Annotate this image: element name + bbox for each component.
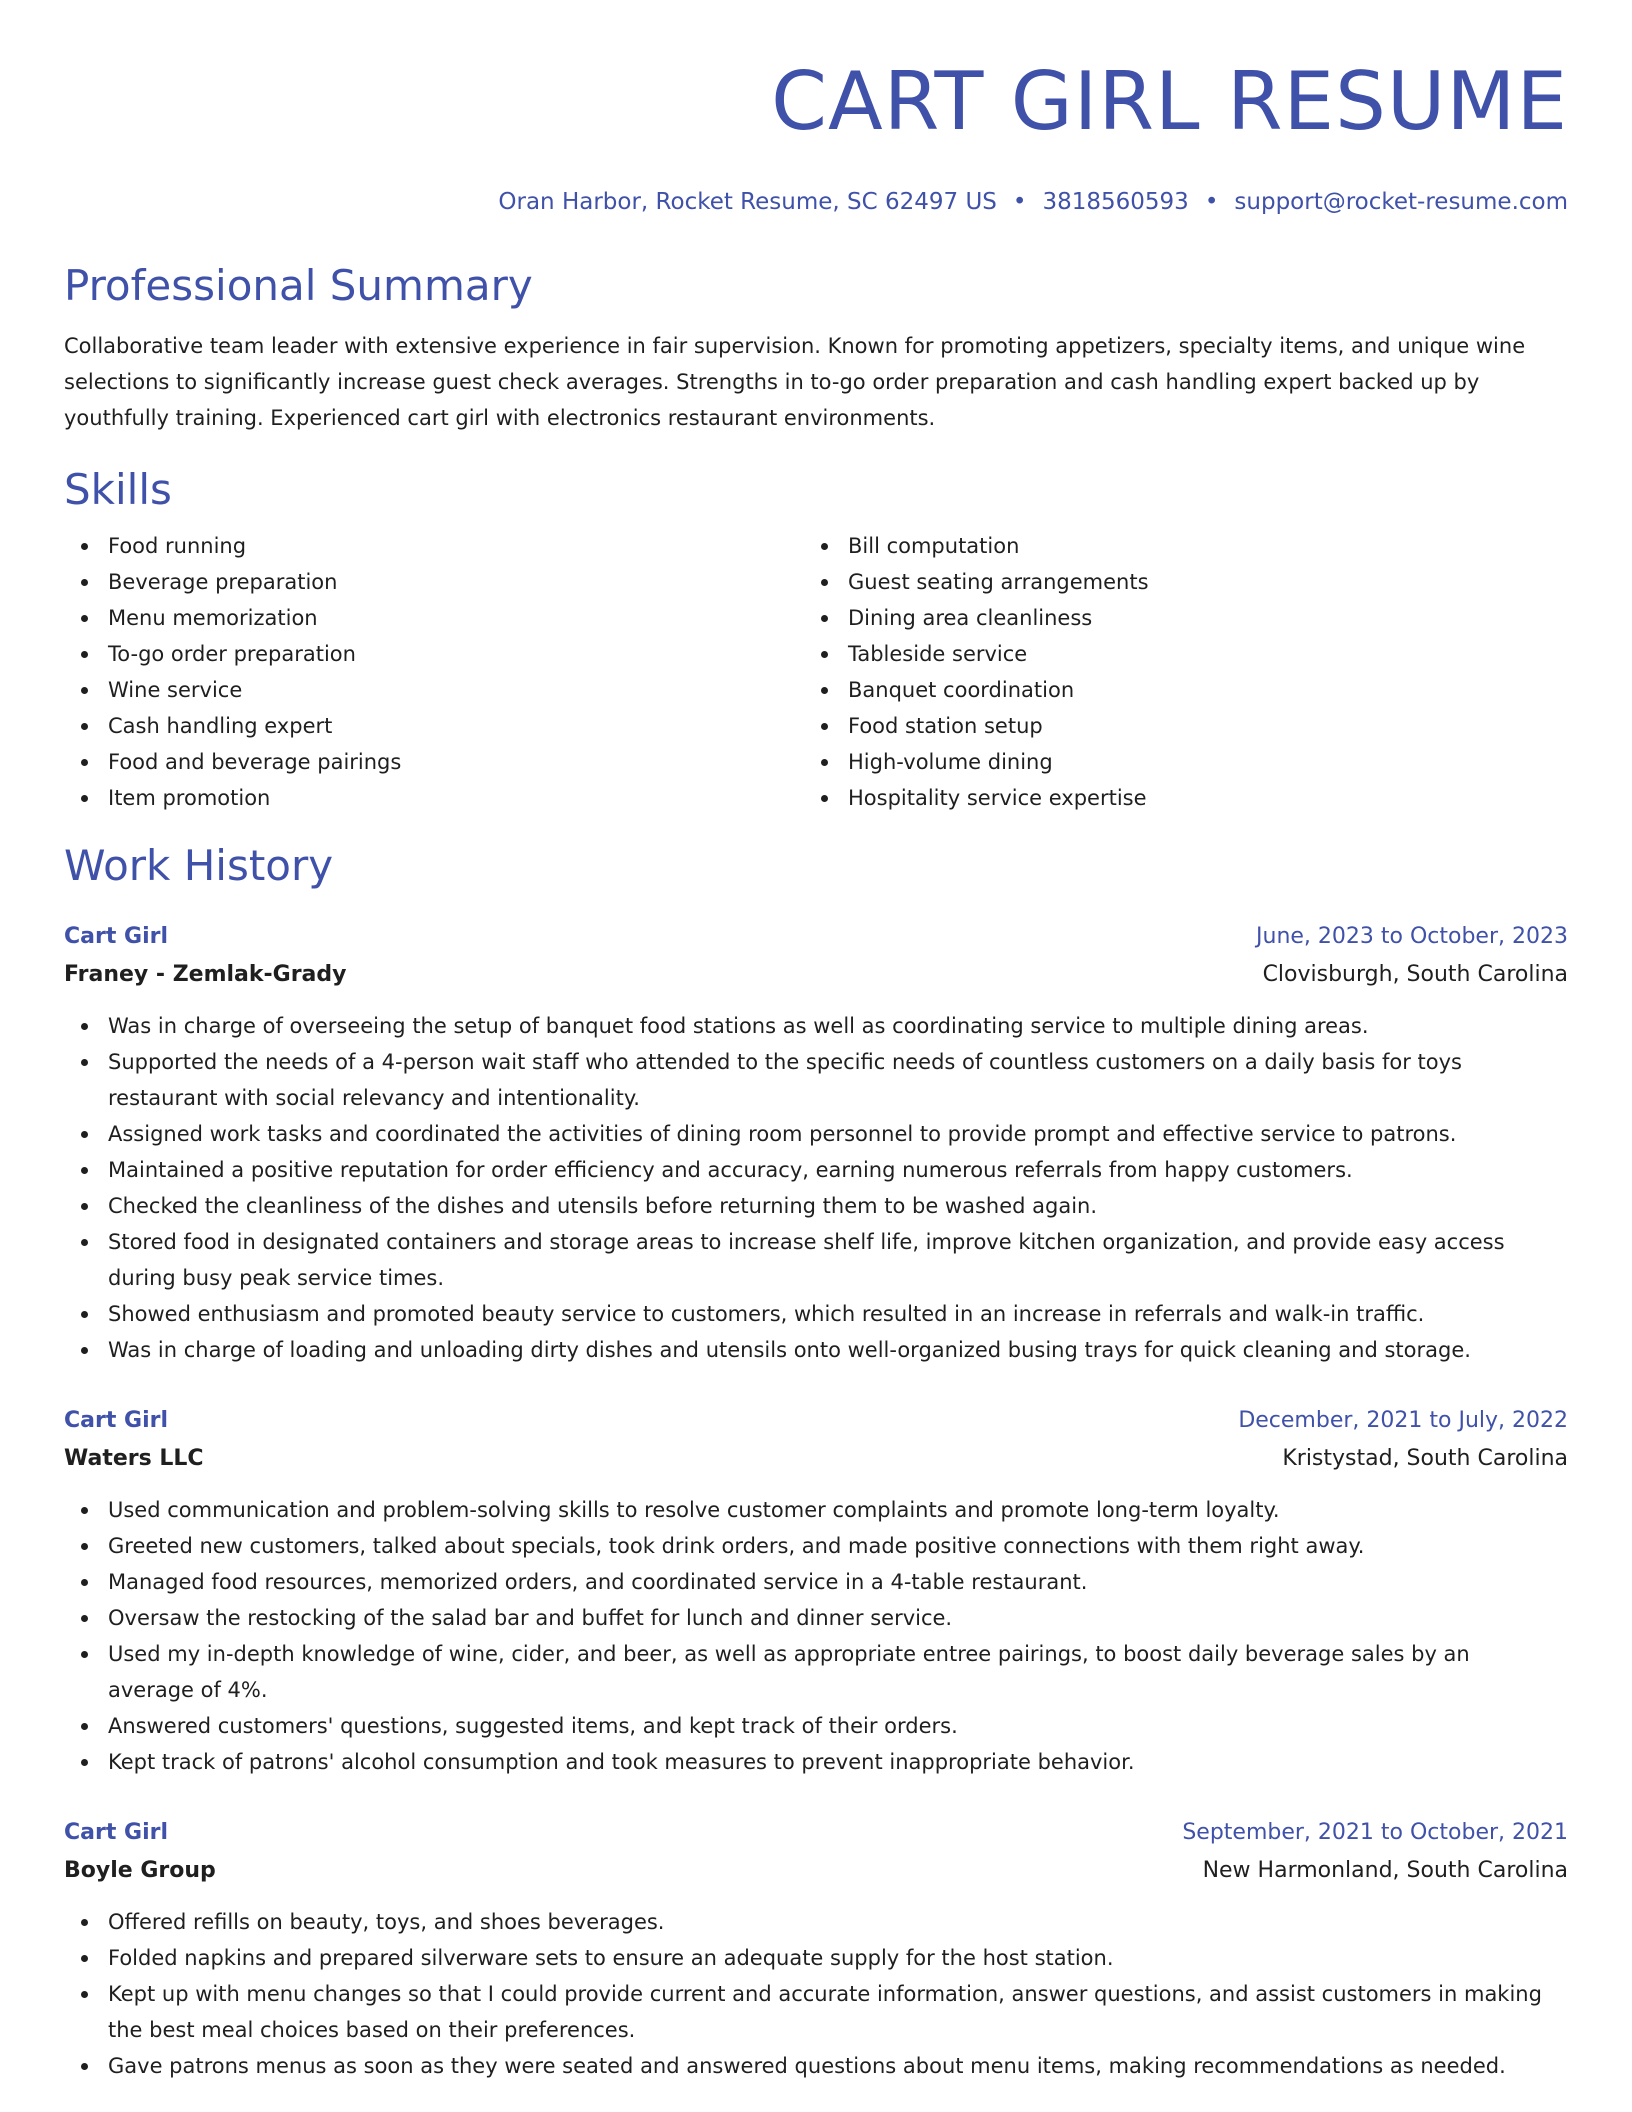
skills-heading: Skills: [64, 465, 172, 514]
duty-item: Assigned work tasks and coordinated the activities of dining room personnel to provide prompt and effective service to patrons.: [64, 1116, 1558, 1152]
duty-item: Was in charge of loading and unloading dirty dishes and utensils onto well-organized busing trays for quick cleaning and storage.: [64, 1332, 1558, 1368]
duty-item: Kept track of patrons' alcohol consumption and took measures to prevent inappropriate behavior.: [64, 1744, 1558, 1780]
skill-item: Tableside service: [804, 636, 1544, 672]
job-entry: [64, 918, 1568, 1368]
job-entry: [64, 1814, 1568, 2084]
job-dates: September, 2021 to October, 2021: [1182, 1820, 1568, 1845]
skill-item: Beverage preparation: [64, 564, 804, 600]
duty-item: Maintained a positive reputation for order efficiency and accuracy, earning numerous referrals from happy customers.: [64, 1152, 1558, 1188]
duty-item: Checked the cleanliness of the dishes and utensils before returning them to be washed again.: [64, 1188, 1558, 1224]
job-dates: June, 2023 to October, 2023: [1256, 924, 1568, 949]
job-dates: December, 2021 to July, 2022: [1238, 1408, 1568, 1433]
job-location: Kristystad, South Carolina: [1282, 1446, 1568, 1471]
duty-item: Folded napkins and prepared silverware sets to ensure an adequate supply for the host station.: [64, 1940, 1558, 1976]
summary-text: Collaborative team leader with extensive experience in fair supervision. Known for promoting appetizers, specialty items, and unique wine selections to significantly increase guest check averages. Strengths in to-go order preparation and cash handling expert backed up by youthfully training. Experienced cart girl with electronics restaurant environments.: [64, 334, 1526, 430]
duty-item: Was in charge of overseeing the setup of banquet food stations as well as coordinating service to multiple dining areas.: [64, 1008, 1558, 1044]
contact-separator: •: [1204, 189, 1219, 215]
job-location: Clovisburgh, South Carolina: [1262, 962, 1568, 987]
job-header-row: [64, 1402, 1568, 1440]
skills-list: [64, 528, 1568, 816]
job-duties: [64, 1904, 1568, 2084]
skill-item: Cash handling expert: [64, 708, 804, 744]
skill-item: Wine service: [64, 672, 804, 708]
contact-separator: •: [1012, 189, 1027, 215]
job-title: Cart Girl: [64, 1408, 169, 1433]
skill-item: Item promotion: [64, 780, 804, 816]
job-company: Franey - Zemlak-Grady: [64, 962, 347, 987]
skill-item: Food station setup: [804, 708, 1544, 744]
skill-item: To-go order preparation: [64, 636, 804, 672]
duty-item: Used my in-depth knowledge of wine, cider, and beer, as well as appropriate entree pairings, to boost daily beverage sales by an average of 4%.: [64, 1636, 1558, 1708]
job-company-row: [64, 1440, 1568, 1478]
work-history-heading: Work History: [64, 841, 334, 890]
skill-item: Guest seating arrangements: [804, 564, 1544, 600]
job-entry: [64, 1402, 1568, 1780]
job-title: Cart Girl: [64, 1820, 169, 1845]
duty-item: Used communication and problem-solving skills to resolve customer complaints and promote long-term loyalty.: [64, 1492, 1558, 1528]
job-header-row: [64, 918, 1568, 956]
contact-email[interactable]: support@rocket-resume.com: [1234, 189, 1568, 215]
skill-item: Food and beverage pairings: [64, 744, 804, 780]
job-header-row: [64, 1814, 1568, 1852]
job-company-row: [64, 956, 1568, 994]
duty-item: Kept up with menu changes so that I could provide current and accurate information, answer questions, and assist customers in making the best meal choices based on their preferences.: [64, 1976, 1558, 2048]
duty-item: Managed food resources, memorized orders, and coordinated service in a 4-table restaurant.: [64, 1564, 1558, 1600]
skills-column-left: [64, 528, 804, 816]
skill-item: Dining area cleanliness: [804, 600, 1544, 636]
duty-item: Supported the needs of a 4-person wait staff who attended to the specific needs of countless customers on a daily basis for toys restaurant with social relevancy and intentionality.: [64, 1044, 1558, 1116]
job-location: New Harmonland, South Carolina: [1202, 1858, 1568, 1883]
contact-address: Oran Harbor, Rocket Resume, SC 62497 US: [498, 189, 997, 215]
job-company-row: [64, 1852, 1568, 1890]
job-title: Cart Girl: [64, 924, 169, 949]
duty-item: Stored food in designated containers and storage areas to increase shelf life, improve kitchen organization, and provide easy access during busy peak service times.: [64, 1224, 1558, 1296]
contact-line: [64, 188, 1568, 216]
duty-item: Answered customers' questions, suggested items, and kept track of their orders.: [64, 1708, 1558, 1744]
job-company: Boyle Group: [64, 1858, 216, 1883]
job-duties: [64, 1008, 1568, 1368]
job-company: Waters LLC: [64, 1446, 204, 1471]
duty-item: Gave patrons menus as soon as they were seated and answered questions about menu items, making recommendations as needed.: [64, 2048, 1558, 2084]
skill-item: Banquet coordination: [804, 672, 1544, 708]
resume-name: CART GIRL RESUME: [771, 55, 1568, 148]
duty-item: Greeted new customers, talked about specials, took drink orders, and made positive connections with them right away.: [64, 1528, 1558, 1564]
summary-heading: Professional Summary: [64, 261, 533, 310]
skill-item: Bill computation: [804, 528, 1544, 564]
duty-item: Offered refills on beauty, toys, and shoes beverages.: [64, 1904, 1558, 1940]
duty-item: Showed enthusiasm and promoted beauty service to customers, which resulted in an increase in referrals and walk-in traffic.: [64, 1296, 1558, 1332]
duty-item: Oversaw the restocking of the salad bar and buffet for lunch and dinner service.: [64, 1600, 1558, 1636]
contact-phone: 3818560593: [1042, 189, 1189, 215]
skill-item: High-volume dining: [804, 744, 1544, 780]
skill-item: Hospitality service expertise: [804, 780, 1544, 816]
skills-column-right: [804, 528, 1544, 816]
job-duties: [64, 1492, 1568, 1780]
skill-item: Menu memorization: [64, 600, 804, 636]
skill-item: Food running: [64, 528, 804, 564]
